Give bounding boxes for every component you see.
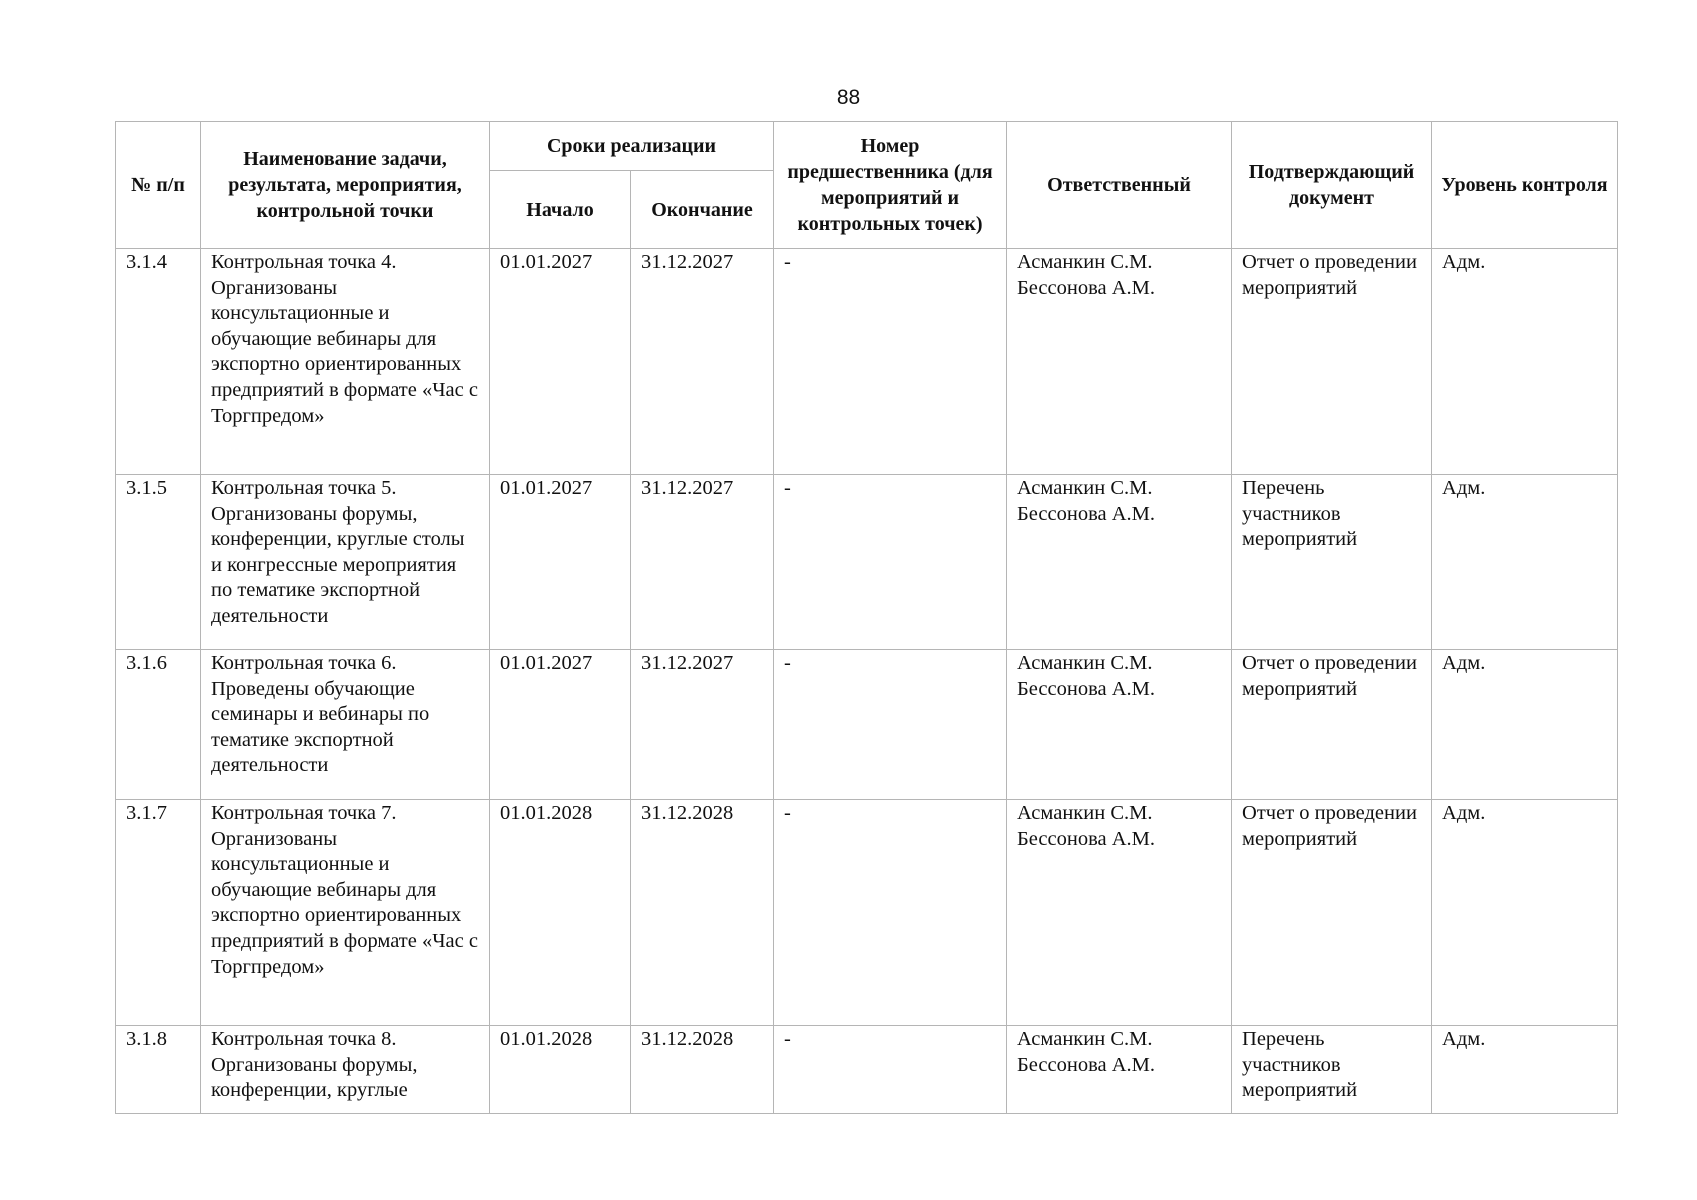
cell-num: 3.1.4 bbox=[116, 249, 201, 475]
header-document: Подтверждающий документ bbox=[1232, 122, 1432, 249]
header-num: № п/п bbox=[116, 122, 201, 249]
cell-responsible: Асманкин С.М. Бессонова А.М. bbox=[1007, 249, 1232, 475]
cell-start: 01.01.2027 bbox=[490, 650, 631, 800]
cell-document: Перечень участников мероприятий bbox=[1232, 475, 1432, 650]
cell-control: Адм. bbox=[1432, 249, 1618, 475]
cell-document: Отчет о проведении мероприятий bbox=[1232, 800, 1432, 1026]
header-start: Начало bbox=[490, 171, 631, 249]
table-row bbox=[116, 650, 1618, 800]
cell-end: 31.12.2027 bbox=[631, 475, 774, 650]
table-body bbox=[116, 249, 1618, 1114]
cell-start: 01.01.2028 bbox=[490, 800, 631, 1026]
table-row bbox=[116, 800, 1618, 1026]
header-predecessor: Номер предшественника (для мероприятий и контрольных точек) bbox=[774, 122, 1007, 249]
table-header bbox=[116, 122, 1618, 249]
cell-start: 01.01.2027 bbox=[490, 249, 631, 475]
implementation-plan-table bbox=[115, 121, 1618, 1114]
cell-name: Контрольная точка 5. Организованы форумы, конференции, круглые столы и конгрессные мероприятия по тематике экспортной деятельности bbox=[201, 475, 490, 650]
header-end: Окончание bbox=[631, 171, 774, 249]
cell-document: Перечень участников мероприятий bbox=[1232, 1026, 1432, 1114]
cell-control: Адм. bbox=[1432, 1026, 1618, 1114]
cell-name: Контрольная точка 7. Организованы консультационные и обучающие вебинары для экспортно ориентированных предприятий в формате «Час с Торгпредом» bbox=[201, 800, 490, 1026]
cell-responsible: Асманкин С.М. Бессонова А.М. bbox=[1007, 650, 1232, 800]
cell-end: 31.12.2028 bbox=[631, 800, 774, 1026]
header-responsible: Ответственный bbox=[1007, 122, 1232, 249]
cell-responsible: Асманкин С.М. Бессонова А.М. bbox=[1007, 475, 1232, 650]
cell-control: Адм. bbox=[1432, 650, 1618, 800]
header-dates: Сроки реализации bbox=[490, 122, 774, 171]
cell-end: 31.12.2028 bbox=[631, 1026, 774, 1114]
cell-end: 31.12.2027 bbox=[631, 249, 774, 475]
cell-num: 3.1.7 bbox=[116, 800, 201, 1026]
cell-end: 31.12.2027 bbox=[631, 650, 774, 800]
header-control: Уровень контроля bbox=[1432, 122, 1618, 249]
header-name: Наименование задачи, результата, мероприятия, контрольной точки bbox=[201, 122, 490, 249]
cell-predecessor: - bbox=[774, 1026, 1007, 1114]
cell-name: Контрольная точка 6. Проведены обучающие семинары и вебинары по тематике экспортной деятельности bbox=[201, 650, 490, 800]
cell-document: Отчет о проведении мероприятий bbox=[1232, 650, 1432, 800]
cell-predecessor: - bbox=[774, 800, 1007, 1026]
cell-predecessor: - bbox=[774, 650, 1007, 800]
cell-predecessor: - bbox=[774, 249, 1007, 475]
cell-name: Контрольная точка 4. Организованы консультационные и обучающие вебинары для экспортно ориентированных предприятий в формате «Час с Торгпредом» bbox=[201, 249, 490, 475]
cell-predecessor: - bbox=[774, 475, 1007, 650]
cell-name: Контрольная точка 8. Организованы форумы, конференции, круглые bbox=[201, 1026, 490, 1114]
page-number: 88 bbox=[836, 86, 861, 109]
cell-num: 3.1.8 bbox=[116, 1026, 201, 1114]
cell-responsible: Асманкин С.М. Бессонова А.М. bbox=[1007, 800, 1232, 1026]
cell-control: Адм. bbox=[1432, 475, 1618, 650]
table-row bbox=[116, 475, 1618, 650]
cell-num: 3.1.5 bbox=[116, 475, 201, 650]
table-row bbox=[116, 1026, 1618, 1114]
cell-start: 01.01.2027 bbox=[490, 475, 631, 650]
cell-responsible: Асманкин С.М. Бессонова А.М. bbox=[1007, 1026, 1232, 1114]
table-row bbox=[116, 249, 1618, 475]
cell-document: Отчет о проведении мероприятий bbox=[1232, 249, 1432, 475]
cell-control: Адм. bbox=[1432, 800, 1618, 1026]
cell-start: 01.01.2028 bbox=[490, 1026, 631, 1114]
cell-num: 3.1.6 bbox=[116, 650, 201, 800]
